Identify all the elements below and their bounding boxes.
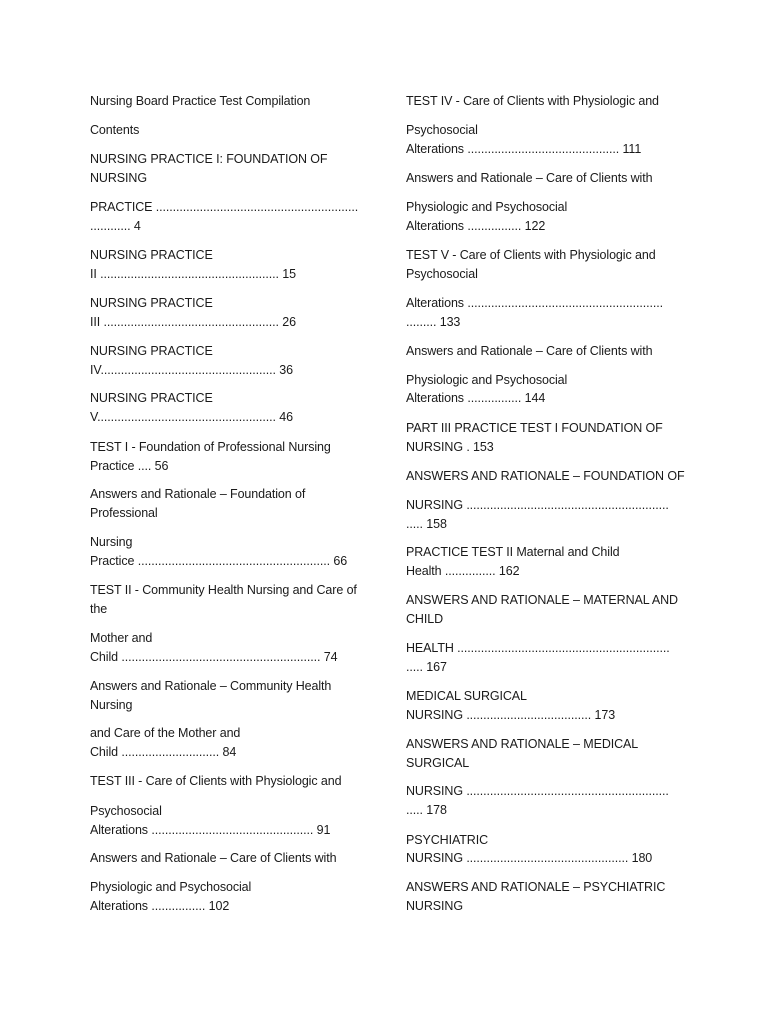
toc-line: Alterations ................ 102 [90,899,230,913]
toc-line: CHILD [406,612,444,626]
toc-line: IV.................................................... 36 [90,363,293,377]
toc-line: Practice ......................................................... 66 [90,554,348,568]
toc-line: Alterations .......................................................... [406,296,663,310]
toc-line: Nursing [90,698,133,712]
toc-line: ANSWERS AND RATIONALE – FOUNDATION OF [406,469,685,483]
toc-line: Answers and Rationale – Care of Clients with [406,171,653,185]
toc-line: PSYCHIATRIC [406,833,489,847]
toc-line: Child ........................................................... 74 [90,650,338,664]
toc-line: II ..................................................... 15 [90,267,296,281]
toc-line: Alterations ................ 144 [406,391,546,405]
toc-line: Answers and Rationale – Care of Clients with [90,851,337,865]
toc-line: Physiologic and Psychosocial [406,373,568,387]
toc-line: and Care of the Mother and [90,726,241,740]
toc-line: Alterations ............................................. 111 [406,142,642,156]
toc-line: PART III PRACTICE TEST I FOUNDATION OF [406,421,663,435]
toc-line: Professional [90,506,158,520]
toc-line: NURSING ..................................... 173 [406,708,616,722]
toc-line: NURSING ............................................................ [406,498,669,512]
toc-line: NURSING ............................................................ [406,784,669,798]
toc-line: NURSING [90,171,147,185]
toc-line: Nursing [90,535,133,549]
toc-line: NURSING PRACTICE [90,344,213,358]
toc-line: HEALTH ............................................................... [406,641,670,655]
toc-line: TEST II - Community Health Nursing and Care of [90,583,357,597]
toc-line: Answers and Rationale – Community Health [90,679,332,693]
toc-line: ..... 167 [406,660,447,674]
toc-line: ANSWERS AND RATIONALE – MEDICAL [406,737,639,751]
toc-line: Psychosocial [406,267,478,281]
toc-line: TEST IV - Care of Clients with Physiologic and [406,94,659,108]
toc-line: ............ 4 [90,219,141,233]
toc-line: Answers and Rationale – Foundation of [90,487,306,501]
toc-line: Contents [90,123,140,137]
toc-line: Mother and [90,631,153,645]
toc-line: V..................................................... 46 [90,410,293,424]
toc-line: Answers and Rationale – Care of Clients with [406,344,653,358]
toc-line: III .................................................... 26 [90,315,296,329]
toc-line: Psychosocial [90,804,162,818]
toc-line: Physiologic and Psychosocial [90,880,252,894]
toc-line: PRACTICE TEST II Maternal and Child [406,545,620,559]
toc-line: Practice .... 56 [90,459,169,473]
toc-line: NURSING PRACTICE I: FOUNDATION OF [90,152,328,166]
toc-line: ANSWERS AND RATIONALE – MATERNAL AND [406,593,678,607]
toc-line: NURSING . 153 [406,440,494,454]
toc-line: Physiologic and Psychosocial [406,200,568,214]
toc-line: Psychosocial [406,123,478,137]
toc-line: SURGICAL [406,756,470,770]
toc-line: Nursing Board Practice Test Compilation [90,94,311,108]
toc-line: Child ............................. 84 [90,745,237,759]
toc-line: Alterations ................ 122 [406,219,546,233]
toc-line: NURSING PRACTICE [90,296,213,310]
toc-line: PRACTICE ............................................................ [90,200,359,214]
toc-line: ......... 133 [406,315,461,329]
toc-line: Alterations ................................................ 91 [90,823,331,837]
toc-line: the [90,602,108,616]
toc-line: MEDICAL SURGICAL [406,689,527,703]
toc-line: TEST I - Foundation of Professional Nursing [90,440,331,454]
toc-line: NURSING [406,899,463,913]
toc-line: TEST III - Care of Clients with Physiologic and [90,774,342,788]
toc-line: ANSWERS AND RATIONALE – PSYCHIATRIC [406,880,666,894]
toc-line: NURSING PRACTICE [90,248,213,262]
toc-line: TEST V - Care of Clients with Physiologic and [406,248,656,262]
toc-line: ..... 178 [406,803,447,817]
toc-line: Health ............... 162 [406,564,520,578]
toc-line: NURSING PRACTICE [90,391,213,405]
toc-line: NURSING ................................................ 180 [406,851,653,865]
toc-line: ..... 158 [406,517,447,531]
